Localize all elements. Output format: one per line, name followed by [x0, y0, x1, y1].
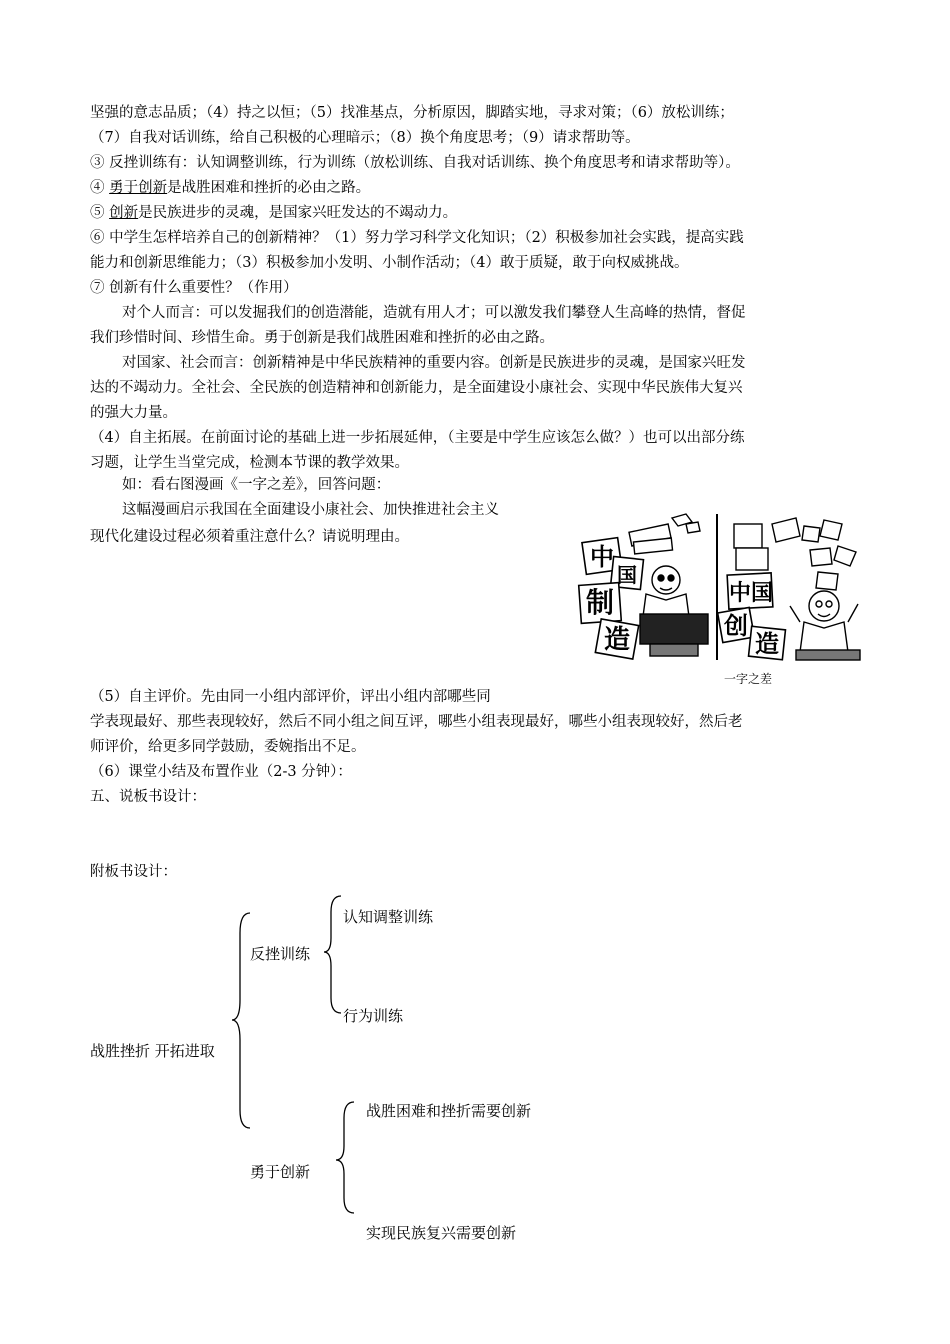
cartoon-illustration [574, 510, 866, 690]
cartoon-char: 中 [590, 543, 614, 571]
tree-branch: 勇于创新 [250, 1163, 311, 1181]
tree-leaf: 实现民族复兴需要创新 [366, 1224, 517, 1242]
underlined-term: 勇于创新 [109, 180, 168, 196]
cartoon-char: 中 [728, 581, 752, 606]
text-line [90, 178, 370, 198]
text-line: 师评价，给更多同学鼓励，委婉指出不足。 [90, 739, 366, 755]
branch2-brace [336, 1102, 354, 1213]
text-fragment: 是民族进步的灵魂，是国家兴旺发达的不竭动力。 [138, 205, 458, 221]
branch1-brace [324, 896, 341, 1013]
text-line: 能力和创新思维能力；（3）积极参加小发明、小制作活动；（4）敢于质疑，敢于向权威挑战。 [90, 255, 689, 271]
text-line: ⑥ 中学生怎样培养自己的创新精神？（1）努力学习科学文化知识；（2）积极参加社会实践，提高实践 [90, 230, 744, 246]
root-brace [232, 913, 250, 1128]
text-line: 现代化建设过程必须着重注意什么？请说明理由。 [90, 529, 409, 545]
circled-number: ④ [90, 180, 110, 196]
text-line: （5）自主评价。先由同一小组内部评价，评出小组内部哪些同 [90, 689, 491, 705]
tree-leaf: 战胜困难和挫折需要创新 [366, 1102, 532, 1120]
text-line [90, 203, 457, 223]
text-line: 坚强的意志品质；（4）持之以恒；（5）找准基点，分析原因，脚踏实地，寻求对策；（6）放松训练； [90, 105, 734, 121]
cartoon-char: 造 [755, 630, 779, 658]
cartoon-char: 制 [585, 586, 615, 619]
money-stack-icon [629, 514, 700, 554]
text-line: 对国家、社会而言：创新精神是中华民族精神的重要内容。创新是民族进步的灵魂，是国家兴旺发 [122, 355, 746, 371]
cartoon-drawing [574, 510, 866, 690]
worker-figure [640, 566, 708, 656]
tree-branch: 反挫训练 [250, 945, 311, 963]
text-line: 这幅漫画启示我国在全面建设小康社会、加快推进社会主义 [122, 502, 499, 518]
circled-number: ⑤ [90, 205, 110, 221]
text-line: 学表现最好、那些表现较好，然后不同小组之间互评，哪些小组表现最好，哪些小组表现较好，然后老 [90, 714, 743, 730]
cartoon-char: 创 [724, 612, 748, 640]
text-fragment: 是战胜困难和挫折的必由之路。 [167, 180, 371, 196]
tree-leaf: 认知调整训练 [343, 908, 434, 926]
text-line: 附板书设计： [90, 864, 177, 880]
cartoon-char: 国 [750, 581, 774, 606]
underlined-term: 创新 [109, 205, 139, 221]
happy-figure [790, 591, 860, 660]
tree-root: 战胜挫折 开拓进取 [90, 1042, 215, 1060]
text-line: 如：看右图漫画《一字之差》，回答问题： [122, 477, 391, 493]
text-line: ③ 反挫训练有：认知调整训练，行为训练（放松训练、自我对话训练、换个角度思考和请求帮助等）。 [90, 155, 740, 171]
cartoon-char: 造 [603, 625, 631, 655]
text-line: 达的不竭动力。全社会、全民族的创造精神和创新能力，是全面建设小康社会、实现中华民族伟大复兴 [90, 380, 743, 396]
tree-leaf: 行为训练 [343, 1007, 404, 1025]
text-line: （4）自主拓展。在前面讨论的基础上进一步拓展延伸，（主要是中学生应该怎么做？）也可以出部分练 [90, 430, 745, 446]
text-line: 五、说板书设计： [90, 789, 206, 805]
text-line: 的强大力量。 [90, 405, 177, 421]
text-line: 我们珍惜时间、珍惜生命。勇于创新是我们战胜困难和挫折的必由之路。 [90, 330, 554, 346]
text-line: （6）课堂小结及布置作业（2-3 分钟）： [90, 764, 352, 780]
text-line: （7）自我对话训练，给自己积极的心理暗示；（8）换个角度思考；（9）请求帮助等。 [90, 130, 640, 146]
text-line: ⑦ 创新有什么重要性？（作用） [90, 280, 298, 296]
cartoon-char: 国 [617, 563, 637, 587]
cartoon-caption: 一字之差 [724, 672, 773, 686]
text-line: 对个人而言：可以发掘我们的创造潜能，造就有用人才；可以激发我们攀登人生高峰的热情，督促 [122, 305, 746, 321]
text-line: 习题，让学生当堂完成，检测本节课的教学效果。 [90, 455, 409, 471]
